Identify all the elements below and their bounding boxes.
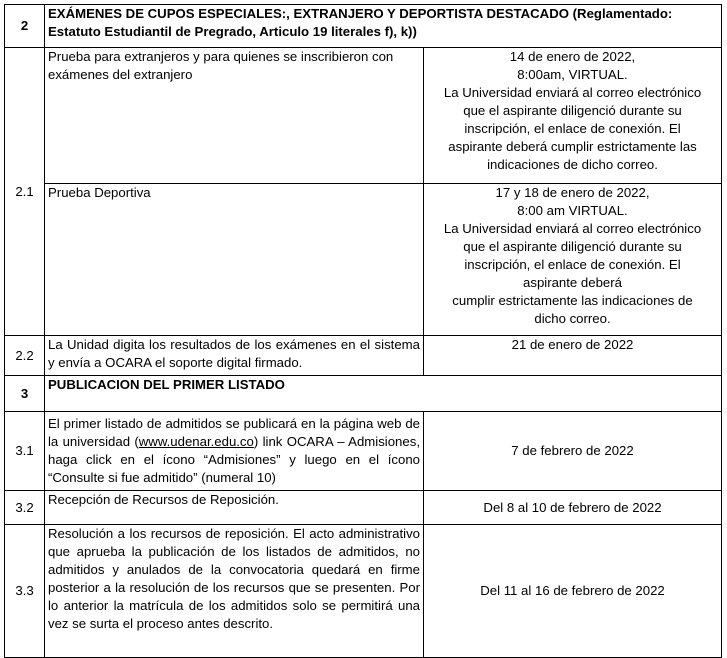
date-line: 17 y 18 de enero de 2022,: [495, 185, 650, 200]
row-number: 3.2: [5, 491, 45, 525]
table-row: [5, 412, 722, 491]
date-line: inscripción, el enlace de conexión. El: [464, 121, 681, 136]
date-line: dicho correo.: [534, 311, 611, 326]
activity-text: El primer listado de admitidos se publicará en la página web de la universidad (: [48, 416, 420, 449]
row-number: 2.1: [5, 48, 45, 336]
section-3-header-row: [5, 376, 722, 412]
date-cell: Del 8 al 10 de febrero de 2022: [424, 491, 722, 525]
activity-cell: Recepción de Recursos de Reposición.: [45, 491, 424, 525]
date-line: cumplir estrictamente las indicaciones de: [452, 293, 693, 308]
activity-cell: Resolución a los recursos de reposición. El acto administrativo que aprueba la publicación de los listados de admitidos, no admitidos y anulados de la convocatoria quedará en firme posterior a la resolución de los recursos que se presenten. Por lo anterior la matrícula de los admitidos solo se permitirá una vez se surta el proceso antes descrito.: [45, 525, 424, 658]
table-row: [5, 48, 722, 184]
row-number: 2.2: [5, 336, 45, 376]
section-title: EXÁMENES DE CUPOS ESPECIALES:, EXTRANJERO Y DEPORTISTA DESTACADO (Reglamentado: Estatuto Estudiantil de Pregrado, Articulo 19 literales f), k)): [45, 5, 722, 48]
date-line: que el aspirante diligenció durante su: [463, 239, 682, 254]
activity-cell: La Unidad digita los resultados de los exámenes en el sistema y envía a OCARA el soporte digital firmado.: [45, 336, 424, 376]
website-link[interactable]: www.udenar.edu.co: [138, 434, 254, 449]
date-cell: 21 de enero de 2022: [424, 336, 722, 376]
table-row: [5, 525, 722, 658]
date-cell: Del 11 al 16 de febrero de 2022: [424, 525, 722, 658]
table-row: [5, 184, 722, 336]
table-row: [5, 336, 722, 376]
activity-cell: Prueba para extranjeros y para quienes se inscribieron con exámenes del extranjero: [45, 48, 424, 184]
date-line: 8:00 am VIRTUAL.: [517, 203, 628, 218]
row-number: 3.1: [5, 412, 45, 491]
section-title: PUBLICACION DEL PRIMER LISTADO: [45, 376, 722, 412]
date-line: que el aspirante diligenció durante su: [463, 103, 682, 118]
row-number: 3.3: [5, 525, 45, 658]
activity-cell: Prueba Deportiva: [45, 184, 424, 336]
section-number: 3: [5, 376, 45, 412]
date-line: aspirante deberá cumplir estrictamente las: [448, 139, 697, 154]
date-line: 8:00am, VIRTUAL.: [517, 67, 628, 82]
date-line: inscripción, el enlace de conexión. El: [464, 257, 681, 272]
activity-text: ) link OCARA – Admisiones, haga click en el ícono “Admisiones” y luego en el ícono “Consulte si fue admitido” (numeral 10): [48, 434, 420, 485]
table-row: [5, 491, 722, 525]
date-line: aspirante deberá: [523, 275, 622, 290]
date-line: La Universidad enviará al correo electrónico: [443, 221, 702, 236]
section-number: 2: [5, 5, 45, 48]
schedule-table: [4, 4, 722, 658]
date-line: indicaciones de dicho correo.: [487, 157, 658, 172]
section-2-header-row: [5, 5, 722, 48]
date-cell: [424, 184, 722, 336]
activity-cell: [45, 412, 424, 491]
date-line: 14 de enero de 2022,: [509, 49, 636, 64]
date-cell: [424, 48, 722, 184]
date-cell: 7 de febrero de 2022: [424, 412, 722, 491]
date-line: La Universidad enviará al correo electrónico: [443, 85, 702, 100]
